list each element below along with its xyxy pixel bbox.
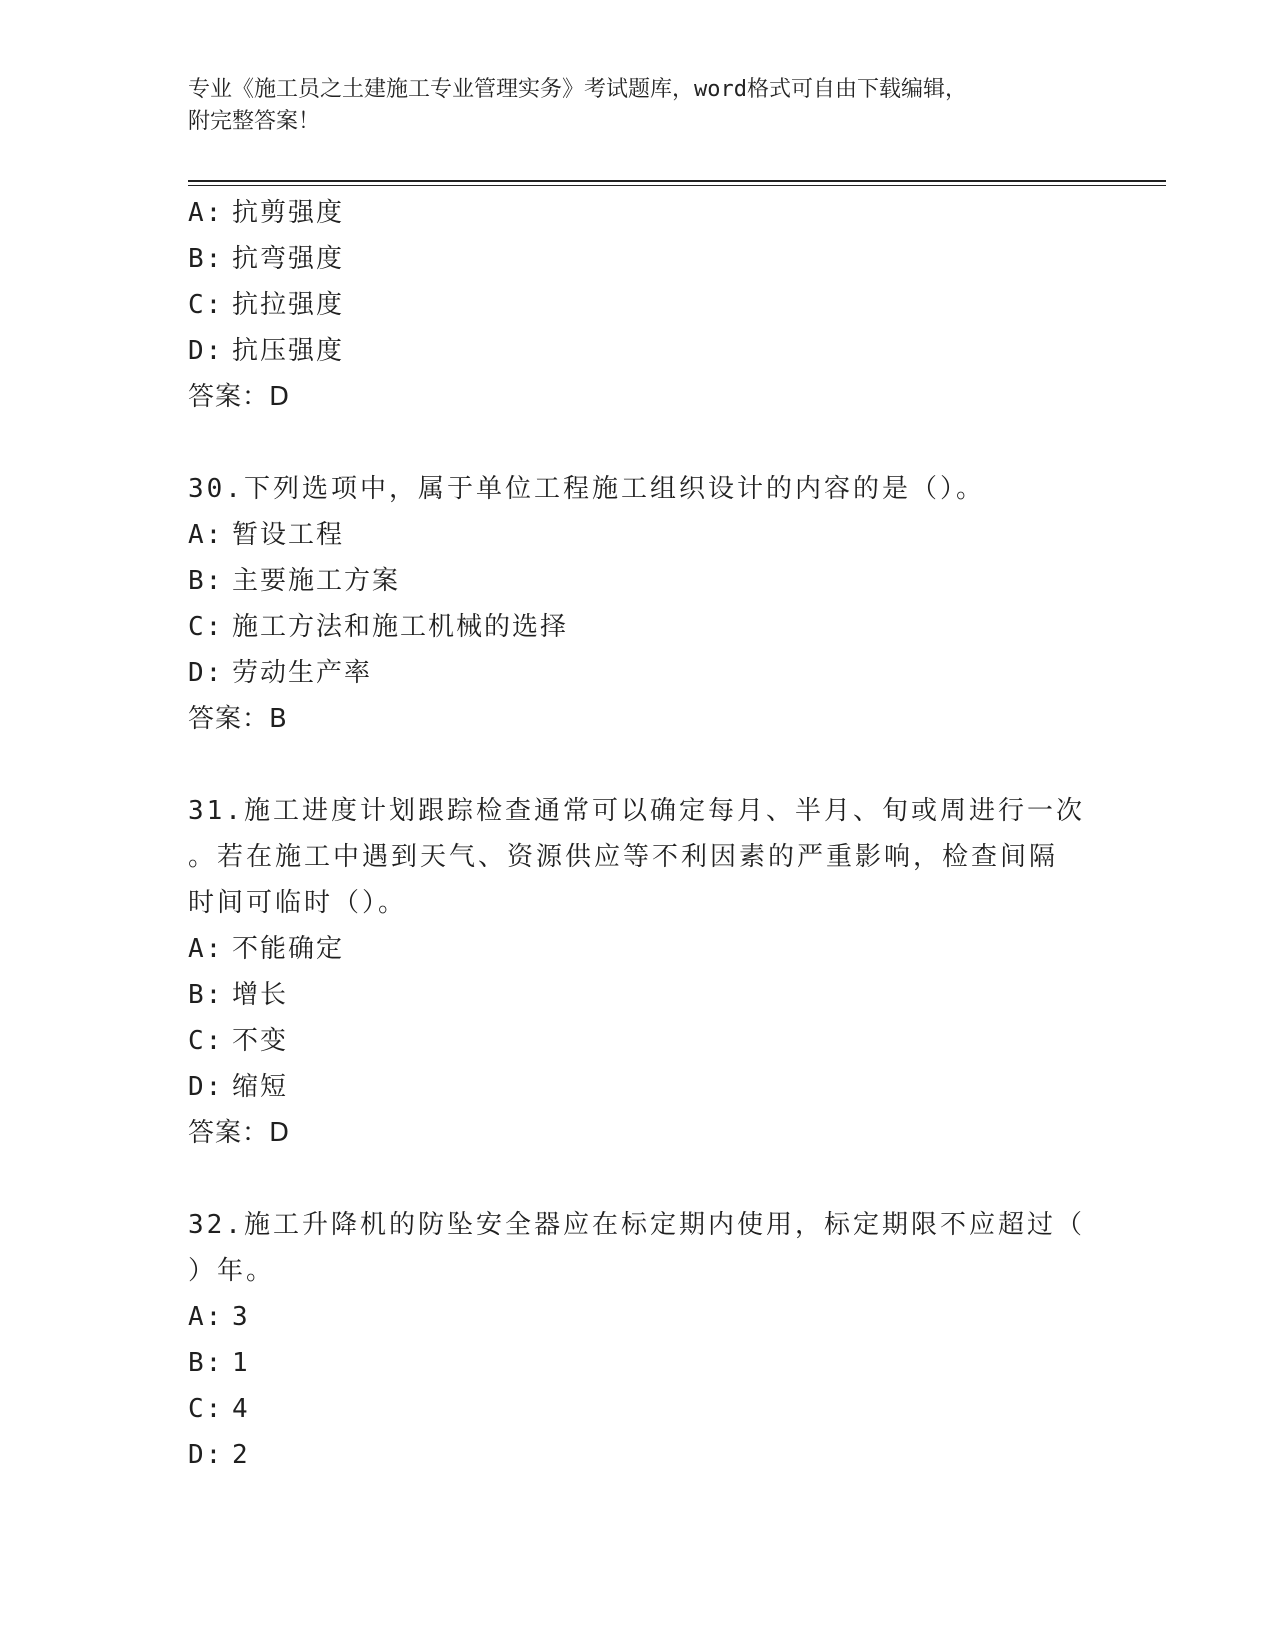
option-d: D: 2 [188,1440,250,1470]
option-d: D: 缩短 [188,1072,289,1102]
question-text-line-1: 32.施工升降机的防坠安全器应在标定期内使用，标定期限不应超过（ [188,1210,1085,1240]
question-block-continued [188,190,1088,420]
question-text-line-2: ）年。 [188,1256,276,1286]
spacer [188,1156,1088,1202]
header-rule-thick [188,180,1166,182]
option-c: C: 不变 [188,1026,289,1056]
option-a: A: 抗剪强度 [188,198,345,228]
question-list [188,190,1088,1478]
document-header [188,74,1088,138]
spacer [188,420,1088,466]
header-rule-thin [188,185,1166,186]
question-text: 30.下列选项中，属于单位工程施工组织设计的内容的是（）。 [188,474,985,504]
option-a: A: 3 [188,1302,250,1332]
option-b: B: 增长 [188,980,289,1010]
question-text-line-3: 时间可临时（）。 [188,888,408,918]
option-d: D: 抗压强度 [188,336,345,366]
option-c: C: 抗拉强度 [188,290,345,320]
answer: 答案：B [188,704,288,734]
question-31 [188,788,1088,1156]
question-text-line-1: 31.施工进度计划跟踪检查通常可以确定每月、半月、旬或周进行一次 [188,796,1085,826]
spacer [188,742,1088,788]
option-a: A: 不能确定 [188,934,345,964]
option-a: A: 暂设工程 [188,520,345,550]
question-text-line-2: 。若在施工中遇到天气、资源供应等不利因素的严重影响，检查间隔 [188,842,1059,872]
option-b: B: 抗弯强度 [188,244,345,274]
answer: 答案：D [188,382,291,412]
answer: 答案：D [188,1118,291,1148]
question-30 [188,466,1088,742]
header-line-1: 专业《施工员之土建施工专业管理实务》考试题库，word格式可自由下载编辑， [188,77,967,102]
option-c: C: 施工方法和施工机械的选择 [188,612,569,642]
option-c: C: 4 [188,1394,250,1424]
header-line-2: 附完整答案！ [188,109,321,134]
option-b: B: 主要施工方案 [188,566,401,596]
question-32 [188,1202,1088,1478]
option-d: D: 劳动生产率 [188,658,373,688]
option-b: B: 1 [188,1348,250,1378]
